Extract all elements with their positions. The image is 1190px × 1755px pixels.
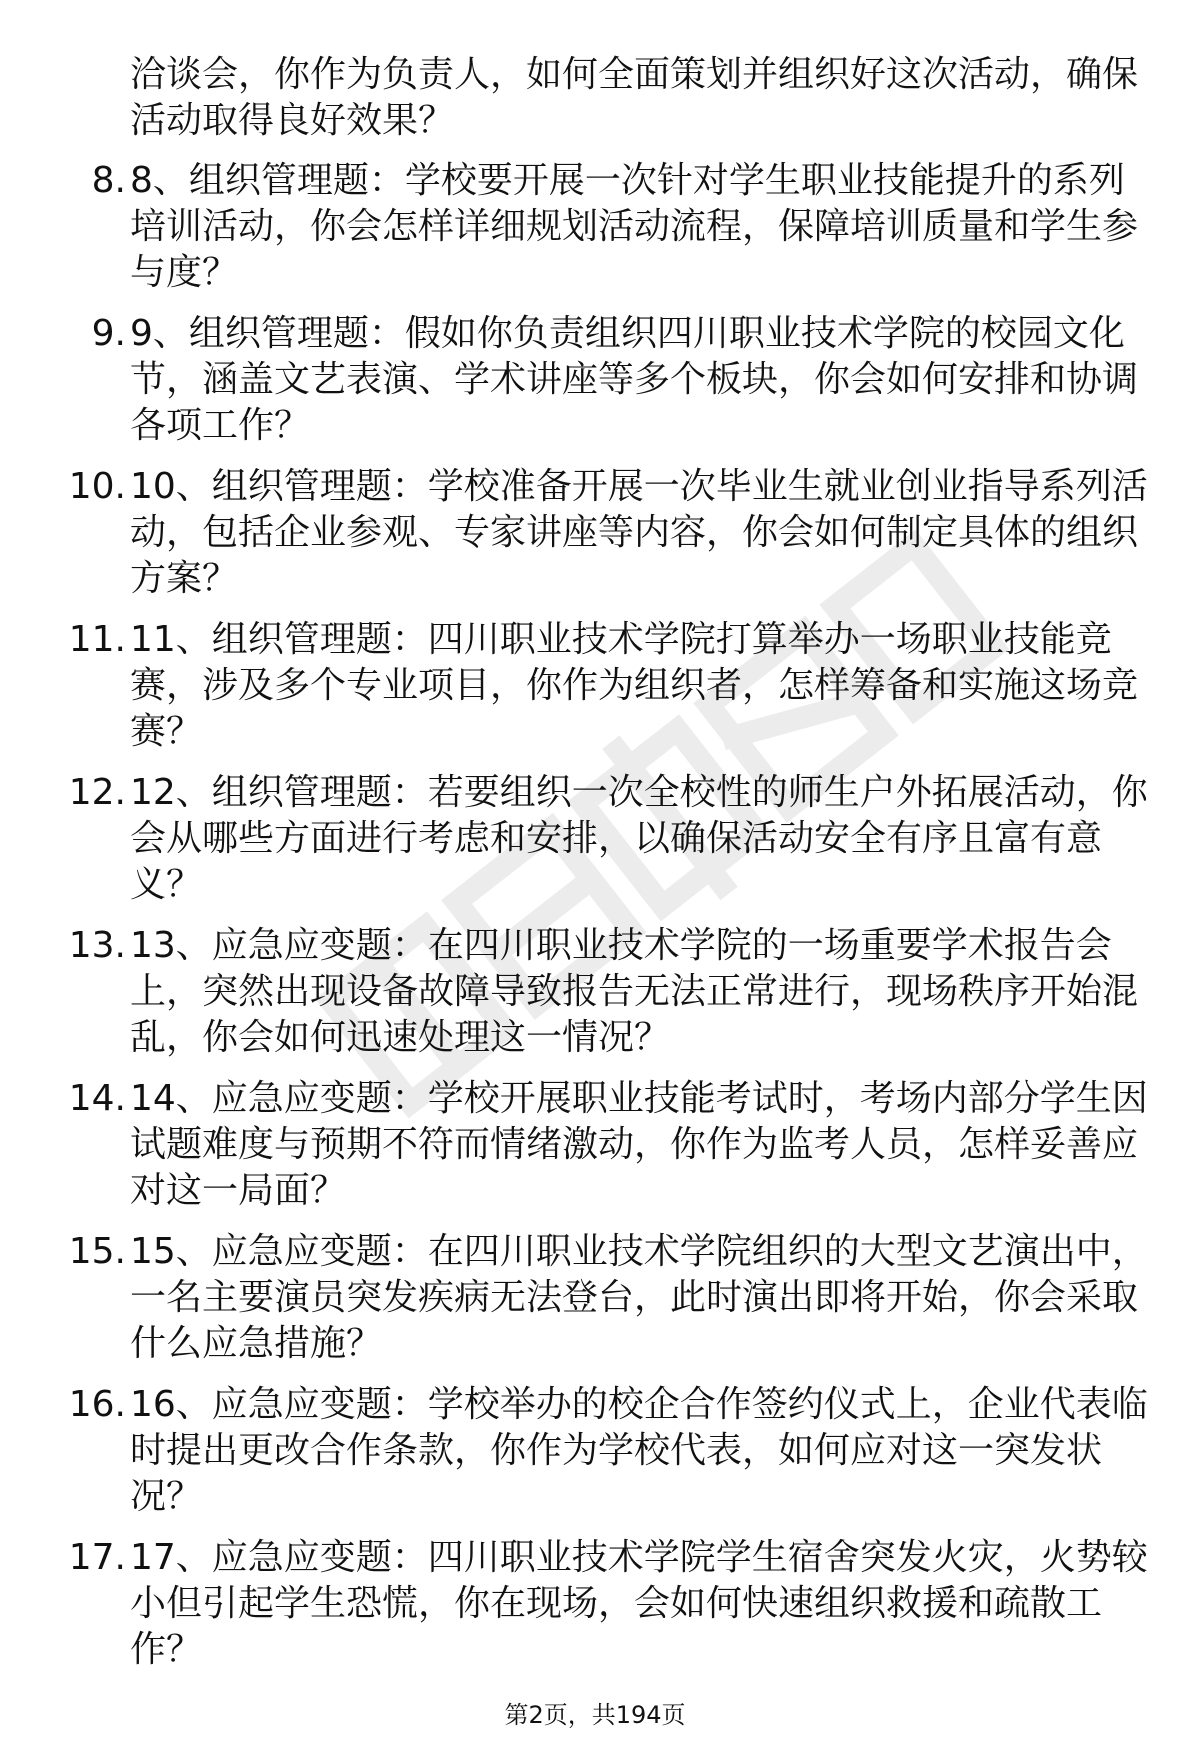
- question-item: [0, 1382, 1190, 1535]
- question-number: 12.: [68, 772, 126, 813]
- question-number: 9.: [91, 313, 126, 354]
- question-item: [0, 923, 1190, 1076]
- question-item: [0, 1535, 1190, 1688]
- question-text: 11、组织管理题：四川职业技术学院打算举办一场职业技能竞赛，涉及多个专业项目，你作为组织者，怎样筹备和实施这场竞赛？: [130, 619, 1139, 752]
- question-number: 8.: [91, 160, 126, 201]
- question-text: 17、应急应变题：四川职业技术学院学生宿舍突发火灾，火势较小但引起学生恐慌，你在现场，会如何快速组织救援和疏散工作？: [130, 1537, 1148, 1670]
- question-number: 15.: [68, 1231, 126, 1272]
- question-text: 10、组织管理题：学校准备开展一次毕业生就业创业指导系列活动，包括企业参观、专家讲座等内容，你会如何制定具体的组织方案？: [130, 466, 1148, 599]
- question-list: [0, 158, 1190, 1688]
- question-text: 13、应急应变题：在四川职业技术学院的一场重要学术报告会上，突然出现设备故障导致报告无法正常进行，现场秩序开始混乱，你会如何迅速处理这一情况？: [130, 925, 1139, 1058]
- question-text: 9、组织管理题：假如你负责组织四川职业技术学院的校园文化节，涵盖文艺表演、学术讲座等多个板块，你会如何安排和协调各项工作？: [130, 313, 1139, 446]
- question-item: [0, 1076, 1190, 1229]
- question-text: 14、应急应变题：学校开展职业技能考试时，考场内部分学生因试题难度与预期不符而情绪激动，你作为监考人员，怎样妥善应对这一局面？: [130, 1078, 1148, 1211]
- question-item: [0, 770, 1190, 923]
- question-text: 16、应急应变题：学校举办的校企合作签约仪式上，企业代表临时提出更改合作条款，你作为学校代表，如何应对这一突发状况？: [130, 1384, 1148, 1517]
- question-item: [0, 464, 1190, 617]
- question-item: [0, 158, 1190, 311]
- question-number: 10.: [68, 466, 126, 507]
- question-item: [0, 1229, 1190, 1382]
- question-item: [0, 617, 1190, 770]
- question-number: 13.: [68, 925, 126, 966]
- intro-continuation-text: 洽谈会，你作为负责人，如何全面策划并组织好这次活动，确保活动取得良好效果？: [130, 54, 1139, 141]
- question-text: 8、组织管理题：学校要开展一次针对学生职业技能提升的系列培训活动，你会怎样详细规划活动流程，保障培训质量和学生参与度？: [130, 160, 1139, 293]
- question-number: 11.: [68, 619, 126, 660]
- question-number: 16.: [68, 1384, 126, 1425]
- question-text: 15、应急应变题：在四川职业技术学院组织的大型文艺演出中，一名主要演员突发疾病无法登台，此时演出即将开始，你会采取什么应急措施？: [130, 1231, 1148, 1364]
- question-number: 17.: [68, 1537, 126, 1578]
- question-text: 12、组织管理题：若要组织一次全校性的师生户外拓展活动，你会从哪些方面进行考虑和安排，以确保活动安全有序且富有意义？: [130, 772, 1148, 905]
- page-footer: 第2页，共194页: [504, 1701, 686, 1729]
- question-item: [0, 311, 1190, 464]
- question-number: 14.: [68, 1078, 126, 1119]
